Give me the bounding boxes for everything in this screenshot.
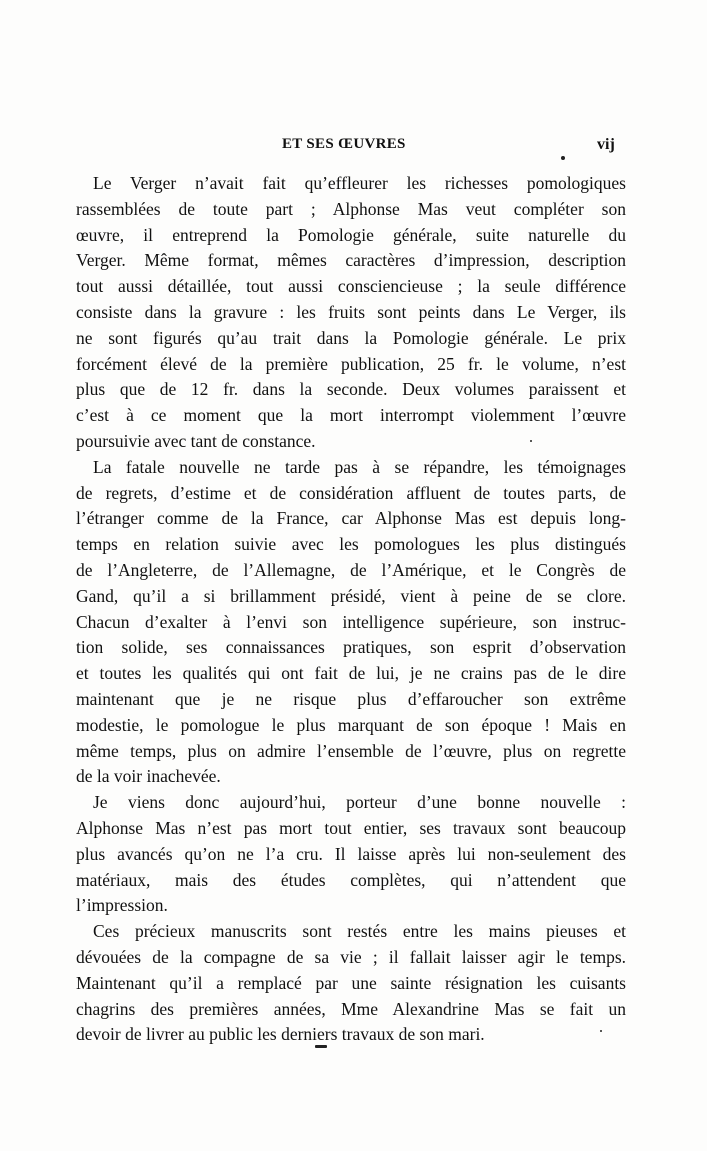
text-line: plus que de 12 fr. dans la seconde. Deux volumes paraissent et (76, 379, 626, 400)
text-line: Gand, qu’il a si brillamment présidé, vient à peine de se clore. (76, 585, 626, 606)
text-line: La fatale nouvelle ne tarde pas à se répandre, les témoignages (93, 456, 626, 477)
ink-speck (600, 1030, 602, 1032)
text-line: tion solide, ses connaissances pratiques, son esprit d’observation (76, 637, 626, 658)
text-line: matériaux, mais des études complètes, qui n’attendent que (76, 869, 626, 890)
text-line: plus avancés qu’on ne l’a cru. Il laisse après lui non-seulement des (76, 843, 626, 864)
text-line: l’impression. (76, 895, 168, 916)
text-line: même temps, plus on admire l’ensemble de l’œuvre, plus on regrette (76, 740, 626, 761)
text-line: maintenant que je ne risque plus d’effaroucher son extrême (76, 688, 626, 709)
text-line: dévouées de la compagne de sa vie ; il fallait laisser agir le temps. (76, 946, 626, 967)
paragraph-3 (76, 790, 626, 919)
text-line: chagrins des premières années, Mme Alexandrine Mas se fait un (76, 998, 626, 1019)
text-line: Verger. Même format, mêmes caractères d’impression, description (76, 250, 626, 271)
text-line: rassemblées de toute part ; Alphonse Mas veut compléter son (76, 198, 626, 219)
text-line: œuvre, il entreprend la Pomologie générale, suite naturelle du (76, 224, 626, 245)
paragraph-2 (76, 455, 626, 790)
text-line: Le Verger n’avait fait qu’effleurer les richesses pomologiques (93, 173, 626, 193)
text-line: forcément élevé de la première publication, 25 fr. le volume, n’est (76, 353, 626, 374)
page-number: vij (597, 136, 615, 153)
text-line: et toutes les qualités qui ont fait de lui, je ne crains pas de le dire (76, 663, 626, 684)
body-text (76, 171, 626, 1048)
text-line: tout aussi détaillée, tout aussi consciencieuse ; la seule différence (76, 276, 626, 297)
paragraph-4 (76, 919, 626, 1048)
text-line: de la voir inachevée. (76, 766, 221, 787)
footer-dash-mark (315, 1045, 327, 1048)
text-line: Ces précieux manuscrits sont restés entre les mains pieuses et (93, 921, 626, 942)
text-line: modestie, le pomologue le plus marquant de son époque ! Mais en (76, 714, 626, 735)
text-line: Je viens donc aujourd’hui, porteur d’une bonne nouvelle : (93, 792, 626, 813)
text-line: de regrets, d’estime et de considération affluent de toutes parts, de (76, 482, 626, 503)
text-line: poursuivie avec tant de constance. (76, 430, 316, 451)
paragraph-1 (76, 171, 626, 455)
running-title: ET SES ŒUVRES (282, 136, 406, 152)
ink-speck (530, 440, 532, 442)
text-line: devoir de livrer au public les derniers travaux de son mari. (76, 1024, 485, 1045)
text-line: consiste dans la gravure : les fruits sont peints dans Le Verger, ils (76, 301, 626, 322)
text-line: l’étranger comme de la France, car Alphonse Mas est depuis long- (76, 508, 626, 529)
text-line: temps en relation suivie avec les pomologues les plus distingués (76, 534, 626, 555)
text-line: ne sont figurés qu’au trait dans la Pomologie générale. Le prix (76, 327, 626, 348)
text-line: Chacun d’exalter à l’envi son intelligence supérieure, son instruc- (76, 611, 626, 632)
running-header (0, 136, 707, 160)
text-line: c’est à ce moment que la mort interrompt violemment l’œuvre (76, 405, 626, 426)
text-line: Maintenant qu’il a remplacé par une sainte résignation les cuisants (76, 972, 626, 993)
text-line: de l’Angleterre, de l’Allemagne, de l’Amérique, et le Congrès de (76, 559, 626, 580)
text-line: Alphonse Mas n’est pas mort tout entier, ses travaux sont beaucoup (76, 817, 626, 838)
ink-speck (561, 156, 565, 160)
